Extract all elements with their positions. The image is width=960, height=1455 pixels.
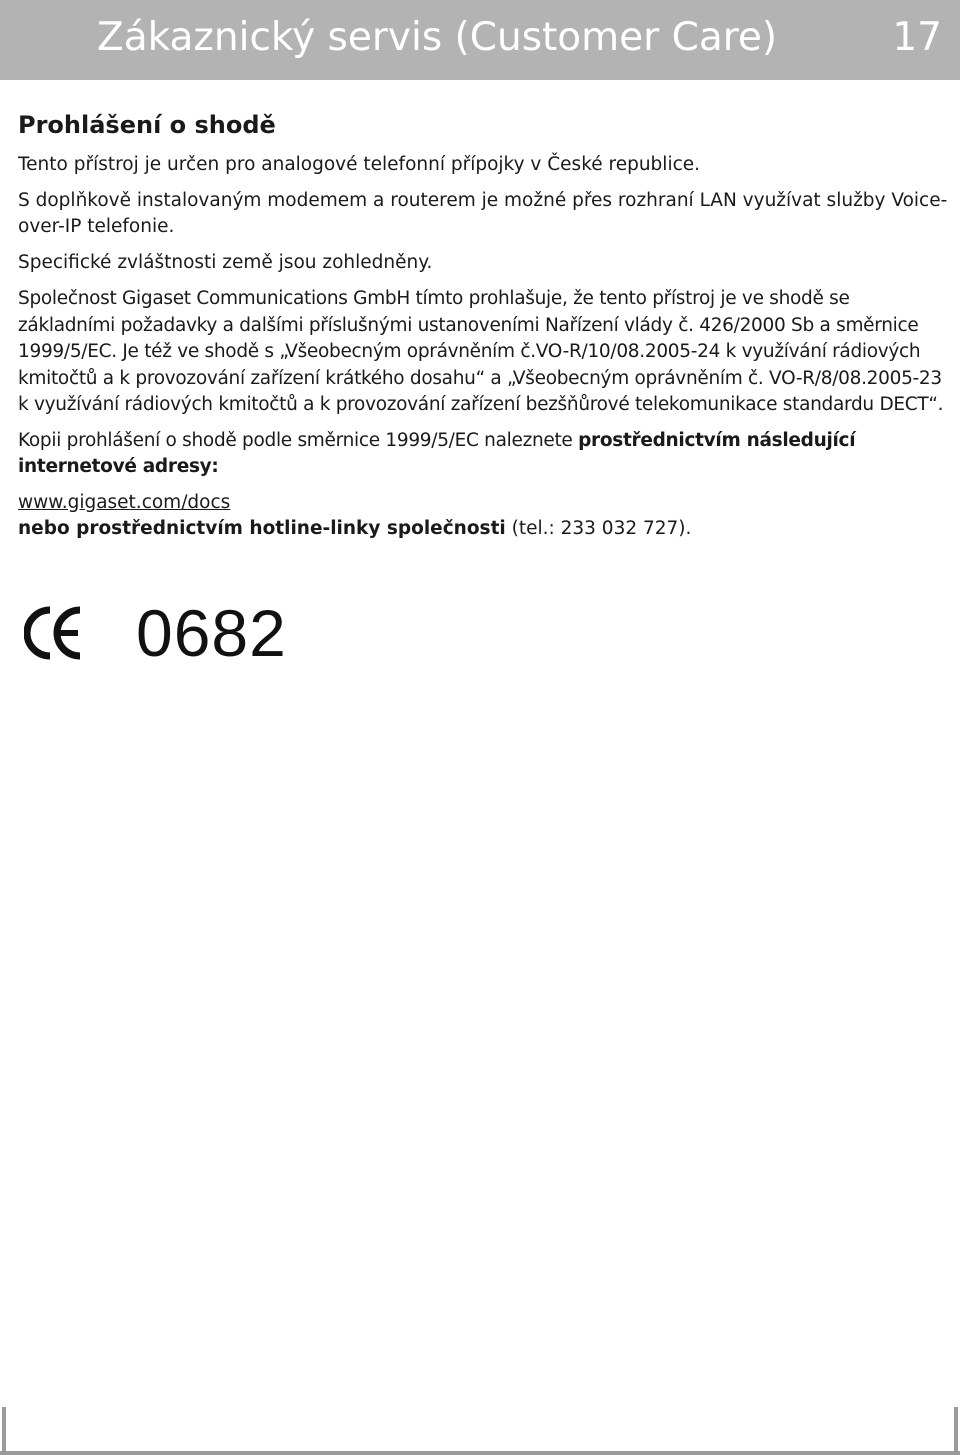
paragraph-declaration: Společnost Gigaset Communications GmbH tímto prohlašuje, že tento přístroj je ve shodě se základními požadavky a dalšími příslušnými ustanoveními Nařízení vlády č. 426/2000 Sb a směrnice 1999/5/EC. Je též ve shodě s „Všeobecným oprávněním č.VO-R/10/08.2005-24 k využívání rádiových kmitočtů a k provozování zařízení krátkého dosahu“ a „Všeobecným oprávněním č. VO-R/8/08.2005-23 k využívání rádiových kmitočtů a k provozování zařízení bezšňůrové telekomunikace standardu DECT“. — [18, 288, 944, 415]
main-content — [18, 108, 948, 543]
paragraph-copy-info — [18, 428, 948, 481]
paragraph-voip: S doplňkově instalovaným modemem a routerem je možné přes rozhraní LAN využívat služby Voice-over-IP telefonie. — [18, 190, 948, 237]
copy-info-bold: prostřednictvím následující internetové adresy: — [18, 429, 856, 477]
page-number: 17 — [892, 15, 942, 60]
copy-info-text: Kopii prohlášení o shodě podle směrnice 1999/5/EC naleznete — [18, 429, 579, 451]
corner-mark-left — [2, 1407, 6, 1455]
notified-body-number: 0682 — [136, 596, 287, 670]
corner-mark-right — [954, 1407, 958, 1455]
ce-certification — [24, 598, 287, 668]
hotline-bold: nebo prostřednictvím hotline-linky společnosti — [18, 518, 506, 539]
hotline-line — [18, 516, 948, 543]
page-header — [0, 0, 960, 80]
docs-link-line — [18, 490, 948, 517]
paragraph-country-specifics: Specifické zvláštnosti země jsou zohledněny. — [18, 252, 433, 273]
section-heading: Prohlášení o shodě — [18, 111, 276, 139]
bottom-rule — [0, 1451, 960, 1455]
docs-link[interactable]: www.gigaset.com/docs — [18, 491, 231, 513]
paragraph-analog-lines: Tento přístroj je určen pro analogové telefonní přípojky v České republice. — [18, 154, 701, 175]
page-title: Zákaznický servis (Customer Care) — [97, 15, 778, 60]
hotline-text: (tel.: 233 032 727). — [505, 518, 692, 539]
ce-mark-icon — [24, 605, 84, 661]
